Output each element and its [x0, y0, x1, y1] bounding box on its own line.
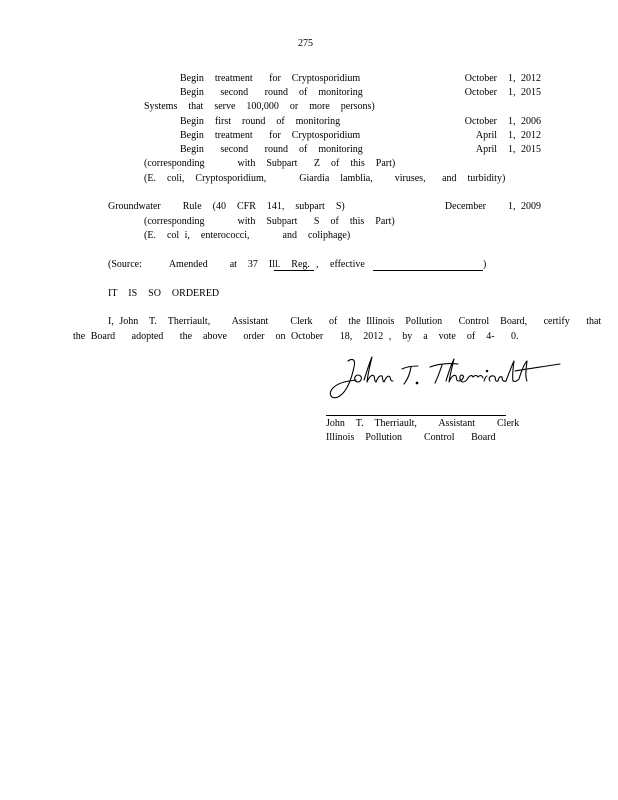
page-number: 275: [298, 38, 313, 49]
corresponding-subpart-s: (corresponding with Subpart S of this Part): [144, 216, 395, 227]
schedule-row-label: Begin first round of monitoring: [180, 116, 341, 127]
schedule-row-label: Begin treatment for Cryptosporidium: [180, 73, 361, 84]
groundwater-rule-date: December 1, 2009: [444, 201, 541, 212]
schedule-row-date: April 1, 2015: [475, 144, 541, 155]
signature-line: [326, 415, 506, 416]
certification-line-2: the Board adopted the above order on October 18, 2012 , by a vote of 4- 0.: [73, 331, 519, 342]
certification-line-1: I, John T. Therriault, Assistant Clerk of the Illinois Pollution Control Board, certify that: [108, 316, 602, 327]
effective-date-blank: [373, 270, 483, 271]
schedule-row-label: Begin second round of monitoring: [180, 87, 363, 98]
document-page: 275 Begin treatment for Cryptosporidium October 1, 2012 Begin second round of monitoring October 1, 2015 Systems that serve 100,000 or more persons) Begin first round of monitoring October 1, 2006 Begin treatment for Cryptosporidium April 1, 2012 Begin second round of monitoring April 1, 2015 (corresponding with Subpart Z of this Part) (E. coli, Cryptosporidium, Giardia lamblia, viruses, and turbidity) Groundwater Rule (40 CFR 141, subpart S) December 1, 2009 (corresponding with Subpart S of this Part) (E. col i, enterococci, and coliphage) (Source: Amended at 37 Ill. Reg. , effective ) IT IS SO ORDERED I, John T. Therriault, Assistant Clerk of the Illinois Pollution Control Board, certify that the Board adopted the above order on October 18, 2012 , by a vote of 4- 0. John T. Therriault, Assistant Clerk Illinois Pollution Control Board: [0, 0, 618, 800]
schedule-row-label: Begin treatment for Cryptosporidium: [180, 130, 361, 141]
schedule-row-label: Begin second round of monitoring: [180, 144, 363, 155]
schedule-row-date: October 1, 2015: [464, 87, 541, 98]
signer-organization: Illinois Pollution Control Board: [326, 432, 496, 443]
corresponding-subpart-z: (corresponding with Subpart Z of this Part): [144, 158, 396, 169]
contaminants-subpart-s: (E. col i, enterococci, and coliphage): [144, 230, 351, 241]
handwritten-signature: [326, 353, 566, 403]
systems-line: Systems that serve 100,000 or more persons): [144, 101, 375, 112]
schedule-row-date: October 1, 2006: [464, 116, 541, 127]
ordered-statement: IT IS SO ORDERED: [108, 288, 220, 299]
schedule-row-date: October 1, 2012: [464, 73, 541, 84]
source-note-effective: effective: [330, 259, 365, 270]
source-note-prefix: (Source: Amended at 37 Ill. Reg.: [108, 259, 310, 270]
groundwater-rule-label: Groundwater Rule (40 CFR 141, subpart S): [108, 201, 345, 212]
source-note-close: ): [483, 259, 487, 270]
schedule-row-date: April 1, 2012: [475, 130, 541, 141]
signer-name: John T. Therriault, Assistant Clerk: [326, 418, 520, 429]
register-page-blank: [274, 270, 314, 271]
contaminants-subpart-z: (E. coli, Cryptosporidium, Giardia lamblia, viruses, and turbidity): [144, 173, 506, 184]
